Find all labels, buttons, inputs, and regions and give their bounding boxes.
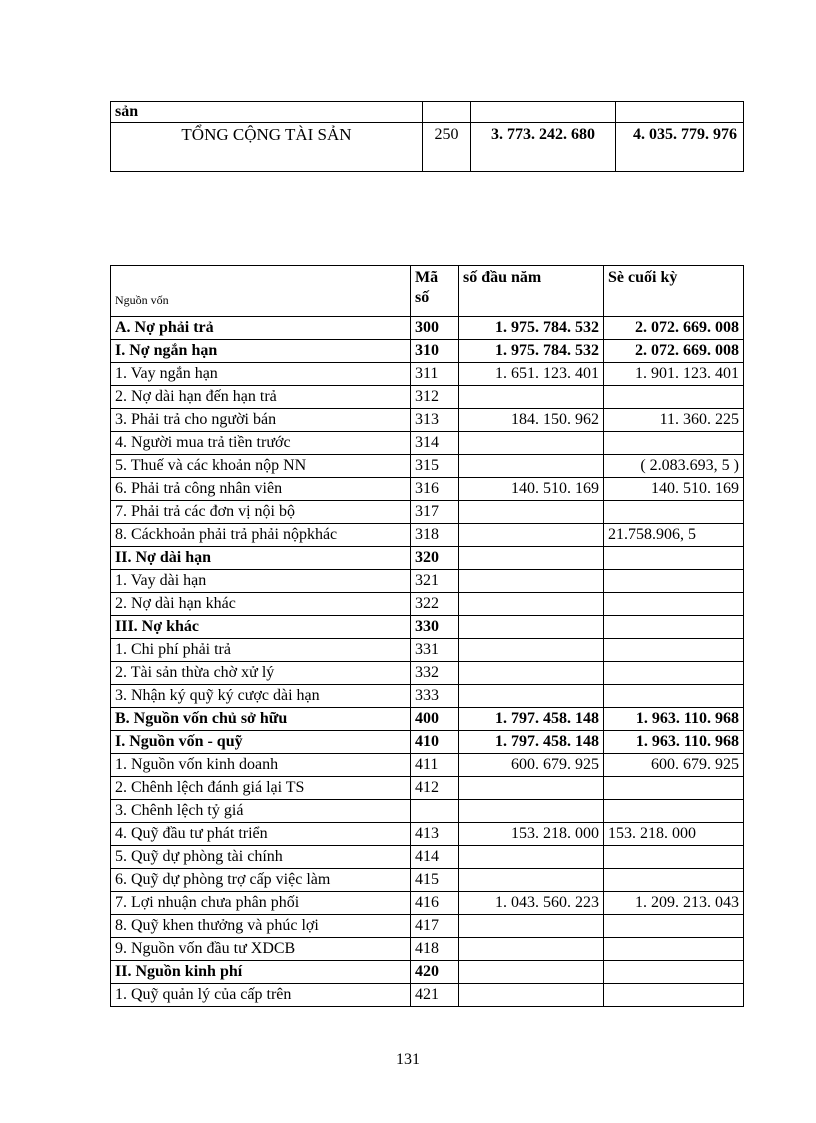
table-row — [111, 386, 744, 409]
row-end-value — [604, 593, 744, 616]
row-start-value — [459, 639, 604, 662]
row-code: 322 — [411, 593, 459, 616]
table-row — [111, 547, 744, 570]
table-row — [111, 708, 744, 731]
row-code: 300 — [411, 317, 459, 340]
total-assets-label: TỔNG CỘNG TÀI SẢN — [111, 123, 423, 172]
row-code: 410 — [411, 731, 459, 754]
header-start-of-year: số đầu năm — [459, 266, 604, 317]
row-code: 317 — [411, 501, 459, 524]
row-start-value — [459, 455, 604, 478]
row-code: 416 — [411, 892, 459, 915]
row-code: 420 — [411, 961, 459, 984]
row-label: 1. Vay dài hạn — [111, 570, 411, 593]
row-label: A. Nợ phải trả — [111, 317, 411, 340]
row-label: 5. Thuế và các khoản nộp NN — [111, 455, 411, 478]
row-end-value — [616, 102, 744, 123]
row-start-value — [459, 593, 604, 616]
row-end-value: 1. 963. 110. 968 — [604, 708, 744, 731]
row-label: 7. Lợi nhuận chưa phân phối — [111, 892, 411, 915]
row-end-value — [604, 501, 744, 524]
row-end-value — [604, 662, 744, 685]
row-label: 2. Chênh lệch đánh giá lại TS — [111, 777, 411, 800]
row-label: 1. Vay ngắn hạn — [111, 363, 411, 386]
header-code: Mã số — [411, 266, 459, 317]
row-code: 333 — [411, 685, 459, 708]
row-code: 412 — [411, 777, 459, 800]
row-start-value — [459, 662, 604, 685]
total-assets-code: 250 — [423, 123, 471, 172]
row-code: 418 — [411, 938, 459, 961]
row-start-value: 1. 797. 458. 148 — [459, 731, 604, 754]
row-label: 8. Quỹ khen thưởng và phúc lợi — [111, 915, 411, 938]
total-assets-end: 4. 035. 779. 976 — [616, 123, 744, 172]
row-start-value — [459, 547, 604, 570]
table-row — [111, 869, 744, 892]
row-code — [423, 102, 471, 123]
row-label: B. Nguồn vốn chủ sở hữu — [111, 708, 411, 731]
row-start-value: 153. 218. 000 — [459, 823, 604, 846]
row-end-value — [604, 984, 744, 1007]
row-code: 314 — [411, 432, 459, 455]
table-row — [111, 961, 744, 984]
row-end-value — [604, 639, 744, 662]
table-row — [111, 754, 744, 777]
row-label: 5. Quỹ dự phòng tài chính — [111, 846, 411, 869]
row-label: 3. Nhận ký quỹ ký cược dài hạn — [111, 685, 411, 708]
row-start-value — [459, 685, 604, 708]
row-start-value — [459, 961, 604, 984]
row-label: I. Nguồn vốn - quỹ — [111, 731, 411, 754]
row-start-value — [459, 869, 604, 892]
row-label: sản — [111, 102, 423, 123]
row-code — [411, 800, 459, 823]
table-row — [111, 478, 744, 501]
table-row — [111, 501, 744, 524]
row-start-value — [459, 800, 604, 823]
row-label: 3. Chênh lệch tỷ giá — [111, 800, 411, 823]
row-start-value — [459, 432, 604, 455]
row-code: 400 — [411, 708, 459, 731]
total-assets-row — [111, 123, 744, 172]
row-code: 332 — [411, 662, 459, 685]
row-code: 331 — [411, 639, 459, 662]
table-row — [111, 731, 744, 754]
header-end-of-period: Sè cuối kỳ — [604, 266, 744, 317]
table-row — [111, 317, 744, 340]
table-row — [111, 593, 744, 616]
row-end-value: 21.758.906, 5 — [604, 524, 744, 547]
row-end-value — [604, 846, 744, 869]
row-code: 411 — [411, 754, 459, 777]
row-start-value: 1. 797. 458. 148 — [459, 708, 604, 731]
row-end-value: 11. 360. 225 — [604, 409, 744, 432]
row-code: 310 — [411, 340, 459, 363]
row-end-value: 2. 072. 669. 008 — [604, 317, 744, 340]
row-label: 1. Chi phí phải trả — [111, 639, 411, 662]
row-label: II. Nợ dài hạn — [111, 547, 411, 570]
row-code: 330 — [411, 616, 459, 639]
row-end-value — [604, 547, 744, 570]
table-row — [111, 639, 744, 662]
table-row — [111, 363, 744, 386]
row-label: 6. Quỹ dự phòng trợ cấp việc làm — [111, 869, 411, 892]
row-label: 9. Nguồn vốn đầu tư XDCB — [111, 938, 411, 961]
table-row — [111, 102, 744, 123]
table-row — [111, 938, 744, 961]
row-code: 414 — [411, 846, 459, 869]
row-code: 313 — [411, 409, 459, 432]
row-end-value — [604, 777, 744, 800]
table-row — [111, 409, 744, 432]
row-start-value — [459, 915, 604, 938]
table-row — [111, 432, 744, 455]
row-end-value: ( 2.083.693, 5 ) — [604, 455, 744, 478]
row-code: 315 — [411, 455, 459, 478]
row-start-value: 140. 510. 169 — [459, 478, 604, 501]
table-row — [111, 685, 744, 708]
row-start-value — [459, 501, 604, 524]
table-row — [111, 846, 744, 869]
row-start-value: 600. 679. 925 — [459, 754, 604, 777]
row-end-value — [604, 800, 744, 823]
row-code: 311 — [411, 363, 459, 386]
row-label: 2. Tài sản thừa chờ xử lý — [111, 662, 411, 685]
table-row — [111, 777, 744, 800]
row-end-value — [604, 938, 744, 961]
row-label: I. Nợ ngắn hạn — [111, 340, 411, 363]
table-row — [111, 915, 744, 938]
row-code: 316 — [411, 478, 459, 501]
table-row — [111, 823, 744, 846]
row-label: 3. Phải trả cho người bán — [111, 409, 411, 432]
row-code: 320 — [411, 547, 459, 570]
table-row — [111, 984, 744, 1007]
row-label: 1. Nguồn vốn kinh doanh — [111, 754, 411, 777]
row-label: II. Nguồn kinh phí — [111, 961, 411, 984]
row-code: 413 — [411, 823, 459, 846]
row-label: 4. Người mua trả tiền trước — [111, 432, 411, 455]
row-start-value: 184. 150. 962 — [459, 409, 604, 432]
table-row — [111, 662, 744, 685]
row-end-value: 153. 218. 000 — [604, 823, 744, 846]
table-row — [111, 800, 744, 823]
row-start-value: 1. 975. 784. 532 — [459, 340, 604, 363]
row-end-value — [604, 616, 744, 639]
row-code: 321 — [411, 570, 459, 593]
row-label: 2. Nợ dài hạn đến hạn trả — [111, 386, 411, 409]
row-code: 417 — [411, 915, 459, 938]
row-label: 7. Phải trả các đơn vị nội bộ — [111, 501, 411, 524]
table-row — [111, 570, 744, 593]
top-asset-table — [110, 101, 744, 172]
row-end-value: 1. 963. 110. 968 — [604, 731, 744, 754]
row-end-value: 1. 209. 213. 043 — [604, 892, 744, 915]
row-start-value — [459, 777, 604, 800]
row-label: 1. Quỹ quản lý của cấp trên — [111, 984, 411, 1007]
table-row — [111, 455, 744, 478]
row-code: 318 — [411, 524, 459, 547]
row-end-value: 1. 901. 123. 401 — [604, 363, 744, 386]
row-start-value: 1. 651. 123. 401 — [459, 363, 604, 386]
capital-sources-table — [110, 265, 744, 1007]
row-start-value — [459, 386, 604, 409]
header-capital-source: Nguồn vốn — [111, 266, 411, 317]
row-end-value — [604, 432, 744, 455]
row-start-value: 1. 975. 784. 532 — [459, 317, 604, 340]
row-end-value: 600. 679. 925 — [604, 754, 744, 777]
row-end-value: 2. 072. 669. 008 — [604, 340, 744, 363]
row-label: 8. Cáckhoản phải trả phải nộpkhác — [111, 524, 411, 547]
row-label: 4. Quỹ đầu tư phát triển — [111, 823, 411, 846]
row-label: 6. Phải trả công nhân viên — [111, 478, 411, 501]
row-end-value — [604, 961, 744, 984]
table-header-row — [111, 266, 744, 317]
row-end-value — [604, 570, 744, 593]
total-assets-start: 3. 773. 242. 680 — [471, 123, 616, 172]
row-start-value — [459, 524, 604, 547]
row-start-value — [459, 570, 604, 593]
row-code: 312 — [411, 386, 459, 409]
row-end-value — [604, 915, 744, 938]
row-label: 2. Nợ dài hạn khác — [111, 593, 411, 616]
row-code: 421 — [411, 984, 459, 1007]
row-end-value — [604, 386, 744, 409]
row-end-value: 140. 510. 169 — [604, 478, 744, 501]
row-code: 415 — [411, 869, 459, 892]
table-row — [111, 892, 744, 915]
row-end-value — [604, 685, 744, 708]
row-start-value — [459, 984, 604, 1007]
table-row — [111, 524, 744, 547]
row-start-value — [471, 102, 616, 123]
row-start-value: 1. 043. 560. 223 — [459, 892, 604, 915]
table-row — [111, 616, 744, 639]
row-start-value — [459, 846, 604, 869]
row-start-value — [459, 616, 604, 639]
page-number: 131 — [396, 1051, 420, 1068]
row-end-value — [604, 869, 744, 892]
row-start-value — [459, 938, 604, 961]
row-label: III. Nợ khác — [111, 616, 411, 639]
table-row — [111, 340, 744, 363]
